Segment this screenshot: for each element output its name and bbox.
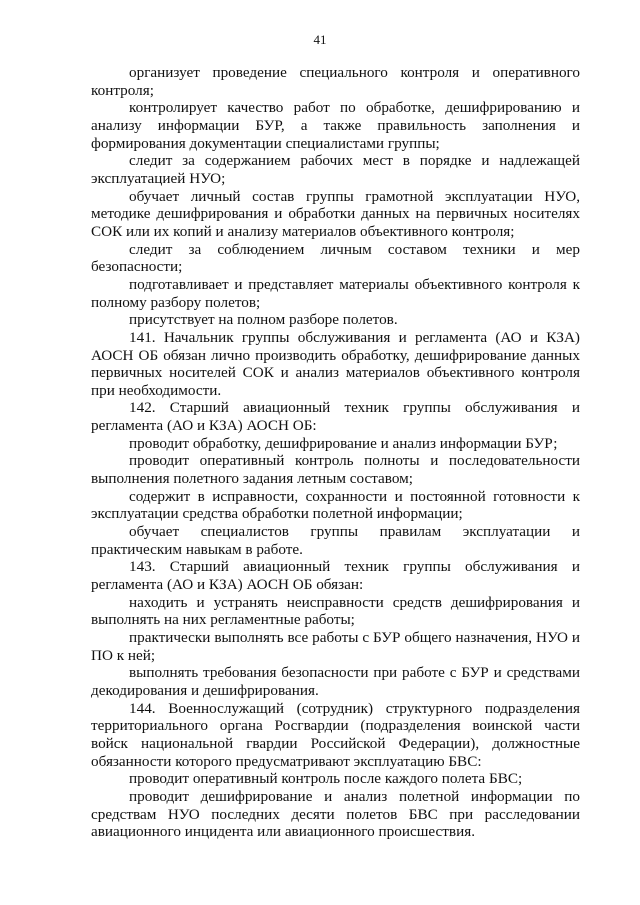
paragraph: проводит оперативный контроль полноты и последовательности выполнения полетного задания летным составом;: [91, 452, 580, 488]
document-body: [91, 64, 580, 841]
section-paragraph-142: 142. Старший авиационный техник группы обслуживания и регламента (АО и КЗА) АОСН ОБ:: [91, 399, 580, 435]
paragraph: практически выполнять все работы с БУР общего назначения, НУО и ПО к ней;: [91, 629, 580, 664]
paragraph: проводит обработку, дешифрирование и анализ информации БУР;: [129, 434, 558, 452]
paragraph: находить и устранять неисправности средств дешифрирования и выполнять на них регламентные работы;: [91, 593, 580, 629]
section-paragraph-144: 144. Военнослужащий (сотрудник) структурного подразделения территориального органа Росгвардии (подразделения воинской части войск национальной гвардии Российской Федерации), должностные обязанности которого предусматривают эксплуатацию БВС:: [91, 699, 580, 770]
paragraph: следит за соблюдением личным составом техники и мер безопасности;: [91, 240, 580, 276]
paragraph: следит за содержанием рабочих мест в порядке и надлежащей эксплуатацией НУО;: [91, 152, 580, 187]
page-number: 41: [313, 32, 327, 47]
paragraph: организует проведение специального контроля и оперативного контроля;: [91, 64, 580, 99]
paragraph: содержит в исправности, сохранности и постоянной готовности к эксплуатации средства обработки полетной информации;: [91, 487, 580, 523]
paragraph: проводит дешифрирование и анализ полетной информации по средствам НУО последних десяти полетов БВС при расследовании авиационного инцидента или авиационного происшествия.: [91, 787, 580, 841]
section-paragraph-141: 141. Начальник группы обслуживания и регламента (АО и КЗА) АОСН ОБ обязан лично производить обработку, дешифрирование данных первичных носителей СОК и анализ материалов объективного контроля при необходимости.: [91, 328, 580, 399]
paragraph: контролирует качество работ по обработке, дешифрированию и анализу информации БУР, а также правильность заполнения и формирования документации специалистами группы;: [91, 99, 580, 152]
section-paragraph-143: 143. Старший авиационный техник группы обслуживания и регламента (АО и КЗА) АОСН ОБ обязан:: [91, 558, 580, 594]
paragraph: обучает специалистов группы правилам эксплуатации и практическим навыкам в работе.: [91, 523, 580, 558]
paragraph: выполнять требования безопасности при работе с БУР и средствами декодирования и дешифрирования.: [91, 664, 580, 699]
paragraph: присутствует на полном разборе полетов.: [129, 311, 398, 329]
paragraph: подготавливает и представляет материалы объективного контроля к полному разбору полетов;: [91, 275, 580, 311]
paragraph: проводит оперативный контроль после каждого полета БВС;: [129, 770, 523, 788]
paragraph: обучает личный состав группы грамотной эксплуатации НУО, методике дешифрирования и обработки данных на первичных носителях СОК или их копий и анализу материалов объективного контроля;: [91, 187, 580, 240]
